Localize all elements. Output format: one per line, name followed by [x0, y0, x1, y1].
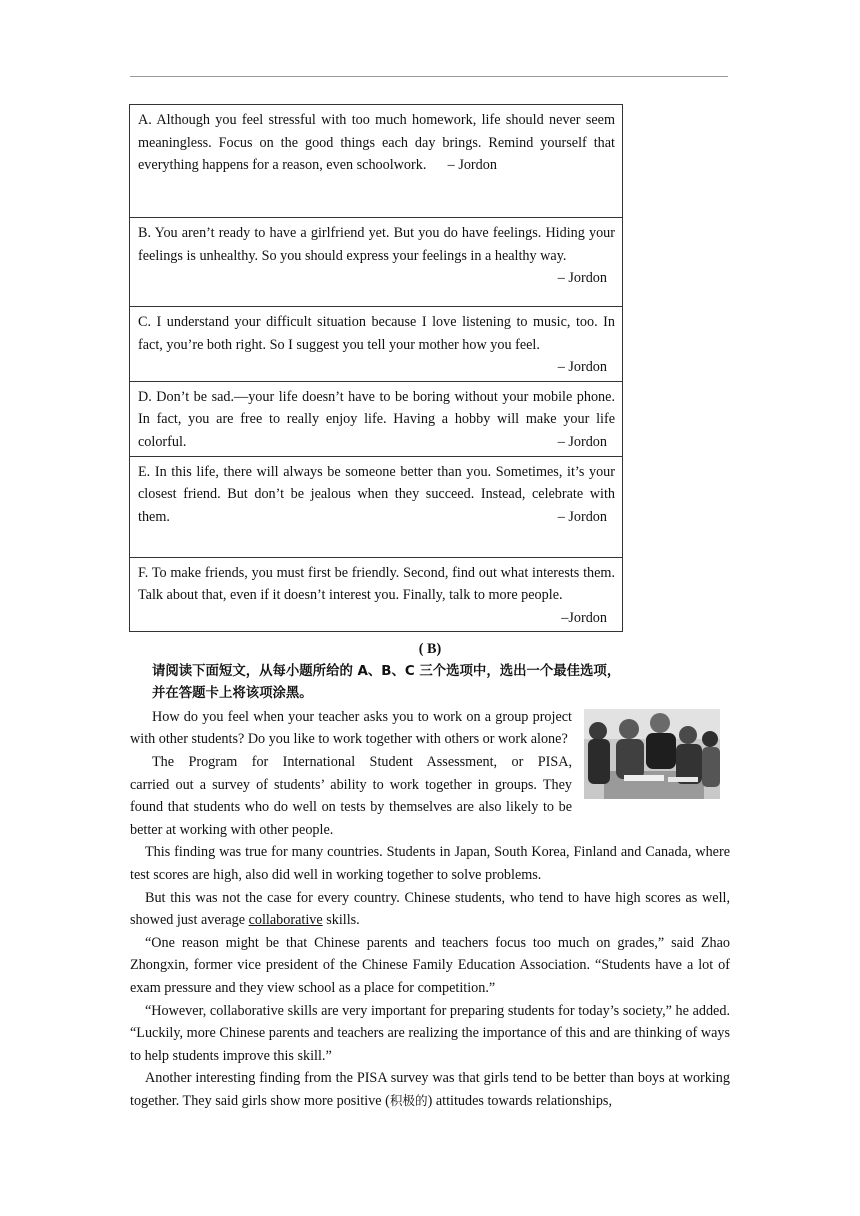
option-signature: – Jordon — [557, 270, 607, 287]
paragraph-2-first-line: The Program for International Student Assessment, or PISA, — [152, 753, 572, 770]
paragraph-7-end: ) attitudes towards relationships, — [427, 1092, 612, 1109]
option-text: C. I understand your difficult situation because I love listening to music, too. In fact, you’re both right. So I suggest you tell your mother how you feel. — [138, 314, 615, 353]
students-group-photo — [584, 709, 720, 799]
instructions: 请阅读下面短文，从每小题所给的 A、B、C 三个选项中，选出一个最佳选项，并在答题卡上将该项涂黑。 — [152, 663, 621, 702]
paragraph-4-start: But this was not the case for every country. Chinese students, who tend to have high scores as well, showed just average — [130, 889, 730, 929]
paragraph-1: How do you feel when your teacher asks you to work on a group project with other students? Do you like to work together with others or work alone? — [130, 708, 572, 748]
option-text: A. Although you feel stressful with too much homework, life should never seem meaningless. Focus on the good things each day brings. Remind yourself that everything happens for a reason, even schoolwork. — [138, 112, 615, 174]
option-row-d — [130, 381, 623, 456]
option-text: B. You aren’t ready to have a girlfriend yet. But you do have feelings. Hiding your feelings is unhealthy. So you should express your feelings in a healthy way. — [138, 225, 615, 264]
paragraph-7 — [130, 1067, 730, 1112]
option-row-a — [130, 105, 623, 218]
option-row-c — [130, 307, 623, 382]
chinese-gloss: 积极的 — [389, 1092, 428, 1108]
option-text: D. Don’t be sad.—your life doesn’t have to be boring without your mobile phone. In fact, you are free to really enjoy life. Having a hobby will make your life colorful. — [138, 388, 615, 450]
reading-section-b — [130, 638, 730, 1112]
option-row-b — [130, 218, 623, 307]
header-rule — [130, 76, 728, 77]
option-cell — [130, 105, 623, 218]
students-photo-illustration — [584, 709, 720, 799]
option-row-e — [130, 456, 623, 557]
paragraph-4 — [130, 887, 730, 932]
option-signature: – Jordon — [557, 433, 607, 450]
option-signature: – Jordon — [557, 508, 607, 525]
underlined-word: collaborative — [248, 912, 323, 929]
options-table — [129, 104, 623, 632]
option-cell — [130, 456, 623, 557]
option-cell — [130, 557, 623, 632]
option-cell — [130, 307, 623, 382]
paragraph-2: carried out a survey of students’ ability to work together in groups. They found that students who do well on tests by themselves are also likely to be better at working with other people. — [130, 776, 572, 838]
paragraph-5: “One reason might be that Chinese parents and teachers focus too much on grades,” said Zhao Zhongxin, former vice president of the Chinese Family Education Association. “Students have a lot of exam pressure and they view school as a place for competition.” — [130, 934, 730, 996]
option-cell — [130, 218, 623, 307]
section-label: ( B) — [418, 641, 442, 657]
paragraph-7-start: Another interesting finding from the PISA survey was that girls tend to be better than boys at working together. They said girls show more positive ( — [130, 1070, 730, 1109]
option-signature: –Jordon — [561, 609, 607, 626]
option-text: F. To make friends, you must first be friendly. Second, find out what interests them. Talk about that, even if it doesn’t interest you. Finally, talk to more people. — [138, 564, 615, 604]
paragraph-6: “However, collaborative skills are very important for preparing students for today’s society,” he added. “Luckily, more Chinese parents and teachers are realizing the importance of this and are thinking of ways to help students improve this skill.” — [130, 1002, 730, 1064]
paragraph-3: This finding was true for many countries. Students in Japan, South Korea, Finland and Canada, where test scores are high, also did well in working together to solve problems. — [130, 844, 730, 883]
option-cell — [130, 381, 623, 456]
option-signature: – Jordon — [447, 157, 497, 174]
option-row-f — [130, 557, 623, 632]
paragraph-4-end: skills. — [326, 912, 360, 929]
option-signature: – Jordon — [557, 359, 607, 376]
option-text: E. In this life, there will always be someone better than you. Sometimes, it’s your closest friend. But don’t be jealous when they succeed. Instead, celebrate with them. — [138, 463, 615, 525]
